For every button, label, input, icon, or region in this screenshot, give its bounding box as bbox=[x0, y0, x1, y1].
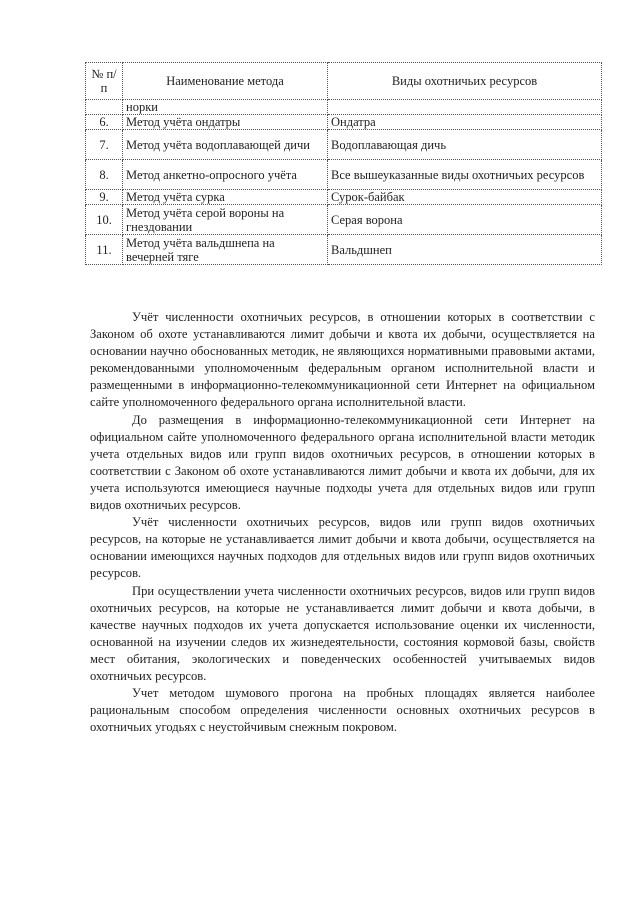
table-row bbox=[86, 115, 602, 130]
table-row bbox=[86, 190, 602, 205]
row-resources: Все вышеуказанные виды охотничьих ресурсов bbox=[328, 160, 602, 190]
methods-table bbox=[85, 62, 602, 265]
row-method: Метод анкетно-опросного учёта bbox=[123, 160, 328, 190]
row-resources bbox=[328, 100, 602, 115]
paragraph: Учёт численности охотничьих ресурсов, в отношении которых в соответствии с Законом об охоте устанавливаются лимит добычи и квота их добычи, осуществляется на основании научно обоснованных методик, не являющихся нормативными правовыми актами, рекомендованными уполномоченным федеральным органом исполнительной власти и размещенными в информационно-телекоммуникационной сети Интернет на официальном сайте уполномоченного федерального органа исполнительной власти. bbox=[90, 310, 595, 410]
row-num: 9. bbox=[86, 190, 123, 205]
table-header-row bbox=[86, 63, 602, 100]
row-resources: Сурок-байбак bbox=[328, 190, 602, 205]
paragraph: До размещения в информационно-телекоммуникационной сети Интернет на официальном сайте уполномоченного федерального органа исполнительной власти методик учета отдельных видов или групп видов охотничьих ресурсов, в отношении которых в соответствии с Законом об охоте устанавливаются лимит добычи и квота их добычи, для их учета используются имеющиеся научные подходы учета для отдельных видов или групп видов охотничьих ресурсов. bbox=[90, 412, 595, 513]
table-row bbox=[86, 235, 602, 265]
row-num: 6. bbox=[86, 115, 123, 130]
row-num: 8. bbox=[86, 160, 123, 190]
header-method: Наименование метода bbox=[123, 63, 328, 100]
row-method: Метод учёта вальдшнепа на вечерней тяге bbox=[123, 235, 328, 265]
body-text bbox=[90, 309, 595, 736]
row-num: 10. bbox=[86, 205, 123, 235]
header-num: № п/п bbox=[86, 63, 123, 100]
paragraph: Учёт численности охотничьих ресурсов, видов или групп видов охотничьих ресурсов, на которые не устанавливается лимит добычи и квота добычи, осуществляется на основании имеющихся научных подходов для отдельных видов или групп видов охотничьих ресурсов. bbox=[90, 515, 595, 581]
paragraph: При осуществлении учета численности охотничьих ресурсов, видов или групп видов охотничьих ресурсов, на которые не устанавливается лимит добычи и квота добычи, в качестве научных подходов их учета допускается использование оценки их численности, основанной на изучении следов их жизнедеятельности, состояния кормовой базы, свойств мест обитания, экологических и поведенческих особенностей учитываемых видов охотничьих ресурсов. bbox=[90, 583, 595, 683]
row-method: Метод учёта ондатры bbox=[123, 115, 328, 130]
row-num: 7. bbox=[86, 130, 123, 160]
row-resources: Вальдшнеп bbox=[328, 235, 602, 265]
row-num bbox=[86, 100, 123, 115]
header-resources: Виды охотничьих ресурсов bbox=[328, 63, 602, 100]
row-method: норки bbox=[123, 100, 328, 115]
row-resources: Водоплавающая дичь bbox=[328, 130, 602, 160]
row-method: Метод учёта сурка bbox=[123, 190, 328, 205]
row-method: Метод учёта водоплавающей дичи bbox=[123, 130, 328, 160]
table-row bbox=[86, 205, 602, 235]
table-row bbox=[86, 160, 602, 190]
table-row bbox=[86, 100, 602, 115]
row-num: 11. bbox=[86, 235, 123, 265]
row-resources: Серая ворона bbox=[328, 205, 602, 235]
row-resources: Ондатра bbox=[328, 115, 602, 130]
row-method: Метод учёта серой вороны на гнездовании bbox=[123, 205, 328, 235]
paragraph: Учет методом шумового прогона на пробных площадях является наиболее рациональным способом определения численности основных охотничьих ресурсов в охотничьих угодьях с неустойчивым снежным покровом. bbox=[90, 686, 595, 735]
table-row bbox=[86, 130, 602, 160]
